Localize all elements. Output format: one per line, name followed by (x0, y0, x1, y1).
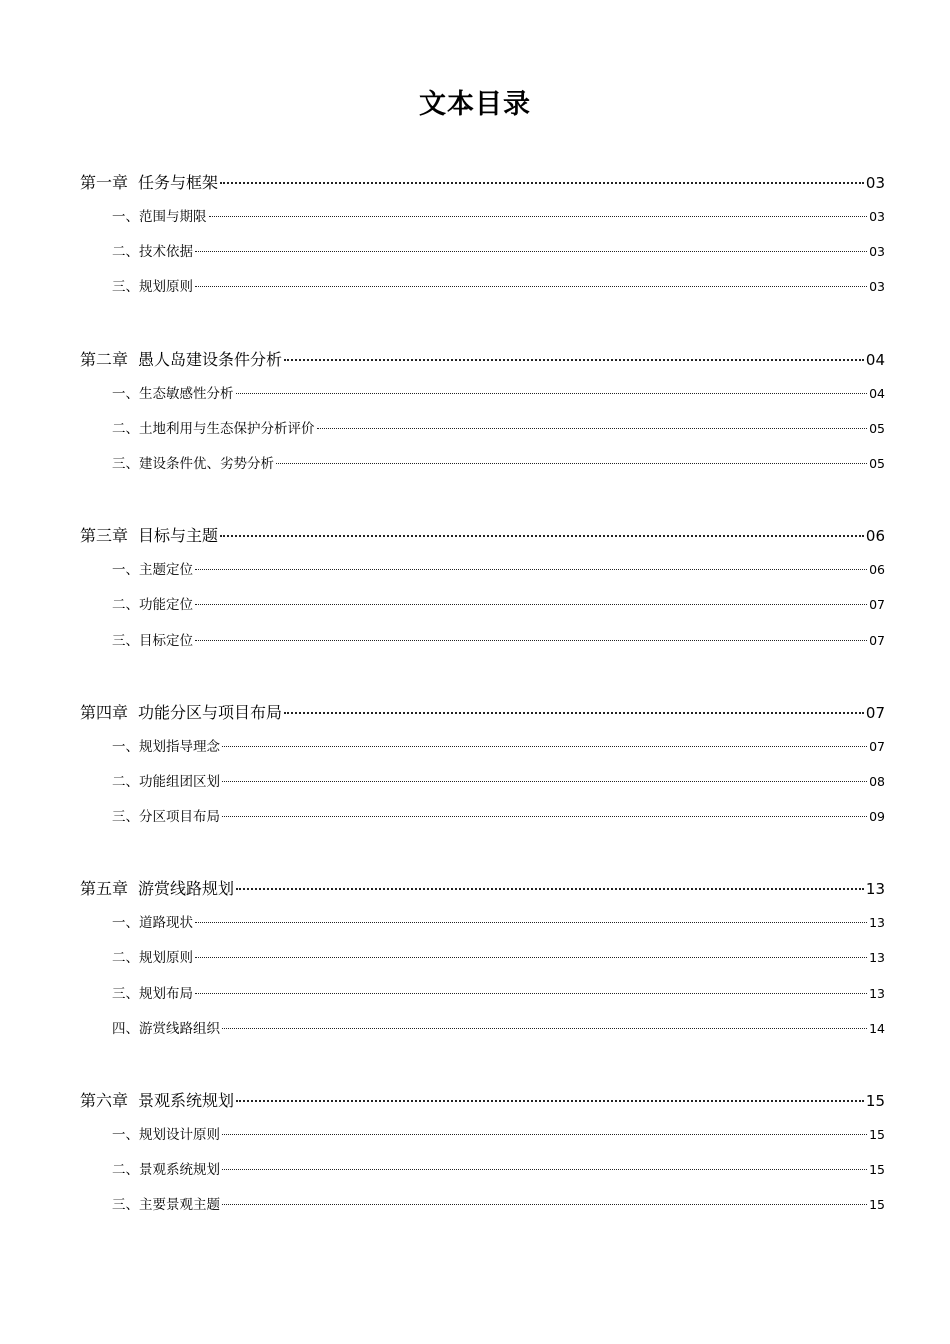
section-page-number: 08 (869, 773, 885, 789)
dot-leader (284, 712, 864, 714)
toc-section-entry[interactable] (80, 452, 885, 487)
section-page-number: 03 (869, 279, 885, 295)
section-title: 四、游赏线路组织 (112, 1020, 220, 1037)
chapter-number: 第三章 (80, 526, 129, 546)
section-title: 二、技术依据 (112, 244, 193, 261)
toc-section-entry[interactable] (80, 629, 885, 664)
dot-leader (222, 1204, 867, 1205)
chapter-number: 第四章 (80, 702, 129, 722)
section-title: 一、主题定位 (112, 562, 193, 579)
section-page-number: 07 (869, 632, 885, 648)
dot-leader (195, 604, 867, 605)
section-page-number: 09 (869, 809, 885, 825)
toc-chapter-entry[interactable] (80, 876, 885, 911)
toc-chapter-entry[interactable] (80, 347, 885, 382)
dot-leader (220, 182, 864, 184)
section-page-number: 05 (869, 420, 885, 436)
toc-section-entry[interactable] (80, 946, 885, 981)
chapter-page-number: 03 (865, 174, 885, 192)
dot-leader (209, 216, 868, 217)
section-page-number: 03 (869, 209, 885, 224)
section-title: 二、景观系统规划 (112, 1162, 220, 1179)
toc-section-entry[interactable] (80, 417, 885, 452)
section-page-number: 13 (869, 950, 885, 966)
toc-section-entry[interactable] (80, 735, 885, 770)
dot-leader (222, 816, 867, 817)
toc-chapter (80, 876, 885, 1052)
dot-leader (195, 957, 867, 958)
toc-section-entry[interactable] (80, 1193, 885, 1228)
toc-chapter (80, 347, 885, 488)
dot-leader (236, 888, 864, 890)
toc-chapter (80, 700, 885, 841)
section-page-number: 15 (869, 1127, 885, 1142)
dot-leader (195, 640, 867, 641)
toc-chapter-entry[interactable] (80, 170, 885, 205)
dot-leader (222, 1169, 867, 1170)
chapter-page-number: 06 (865, 527, 885, 546)
section-title: 一、生态敏感性分析 (112, 385, 234, 402)
section-title: 一、规划设计原则 (112, 1127, 220, 1143)
toc-chapter (80, 170, 885, 311)
dot-leader (222, 746, 867, 747)
dot-leader (195, 569, 867, 570)
section-page-number: 15 (869, 1162, 885, 1178)
toc-section-entry[interactable] (80, 558, 885, 593)
section-page-number: 14 (869, 1020, 885, 1036)
toc-chapter-entry[interactable] (80, 1088, 885, 1123)
section-page-number: 05 (869, 455, 885, 471)
toc-section-entry[interactable] (80, 1017, 885, 1052)
section-title: 三、建设条件优、劣势分析 (112, 455, 274, 472)
dot-leader (236, 393, 868, 394)
section-title: 二、功能组团区划 (112, 773, 220, 790)
dot-leader (220, 535, 864, 537)
chapter-page-number: 15 (865, 1092, 885, 1110)
dot-leader (195, 286, 867, 287)
toc-section-entry[interactable] (80, 770, 885, 805)
toc-chapter-entry[interactable] (80, 523, 885, 558)
section-page-number: 13 (869, 915, 885, 931)
toc-section-entry[interactable] (80, 1123, 885, 1158)
section-title: 三、规划原则 (112, 279, 193, 296)
section-title: 三、规划布局 (112, 985, 193, 1002)
toc-chapter (80, 523, 885, 664)
dot-leader (195, 993, 867, 994)
page-title: 文本目录 (419, 89, 531, 120)
chapter-page-number: 07 (865, 703, 885, 722)
section-page-number: 04 (869, 385, 885, 401)
section-page-number: 07 (869, 738, 885, 754)
chapter-number: 第二章 (80, 349, 129, 369)
section-title: 一、范围与期限 (112, 209, 207, 225)
toc-section-entry[interactable] (80, 205, 885, 240)
dot-leader (276, 463, 867, 464)
toc-section-entry[interactable] (80, 382, 885, 417)
chapter-number: 第六章 (80, 1091, 129, 1110)
section-title: 三、目标定位 (112, 632, 193, 649)
chapter-title: 任务与框架 (138, 173, 219, 192)
toc-section-entry[interactable] (80, 805, 885, 840)
section-page-number: 13 (869, 985, 885, 1001)
section-page-number: 06 (869, 562, 885, 578)
section-title: 三、分区项目布局 (112, 809, 220, 826)
section-title: 二、功能定位 (112, 597, 193, 614)
dot-leader (284, 359, 864, 361)
dot-leader (222, 781, 867, 782)
section-title: 二、规划原则 (112, 950, 193, 967)
chapter-title: 功能分区与项目布局 (138, 702, 283, 722)
toc-section-entry[interactable] (80, 1158, 885, 1193)
chapter-number: 第一章 (80, 173, 129, 192)
toc-section-entry[interactable] (80, 593, 885, 628)
chapter-page-number: 04 (865, 350, 885, 369)
toc-section-entry[interactable] (80, 982, 885, 1017)
toc-chapter-entry[interactable] (80, 700, 885, 735)
toc-section-entry[interactable] (80, 911, 885, 946)
dot-leader (195, 922, 867, 923)
chapter-number: 第五章 (80, 879, 129, 899)
chapter-page-number: 13 (865, 880, 885, 899)
chapter-title: 愚人岛建设条件分析 (138, 349, 283, 369)
section-title: 二、土地利用与生态保护分析评价 (112, 420, 315, 437)
section-page-number: 07 (869, 597, 885, 613)
section-title: 一、规划指导理念 (112, 738, 220, 755)
toc-section-entry[interactable] (80, 240, 885, 275)
toc-section-entry[interactable] (80, 275, 885, 310)
chapter-title: 游赏线路规划 (138, 879, 235, 899)
dot-leader (195, 251, 867, 252)
section-page-number: 15 (869, 1197, 885, 1213)
section-page-number: 03 (869, 244, 885, 260)
dot-leader (222, 1134, 867, 1135)
dot-leader (222, 1028, 867, 1029)
table-of-contents (80, 170, 885, 1265)
chapter-title: 目标与主题 (138, 526, 219, 546)
section-title: 三、主要景观主题 (112, 1197, 220, 1214)
section-title: 一、道路现状 (112, 915, 193, 932)
dot-leader (317, 428, 868, 429)
toc-chapter (80, 1088, 885, 1229)
dot-leader (236, 1100, 864, 1102)
chapter-title: 景观系统规划 (138, 1091, 235, 1110)
